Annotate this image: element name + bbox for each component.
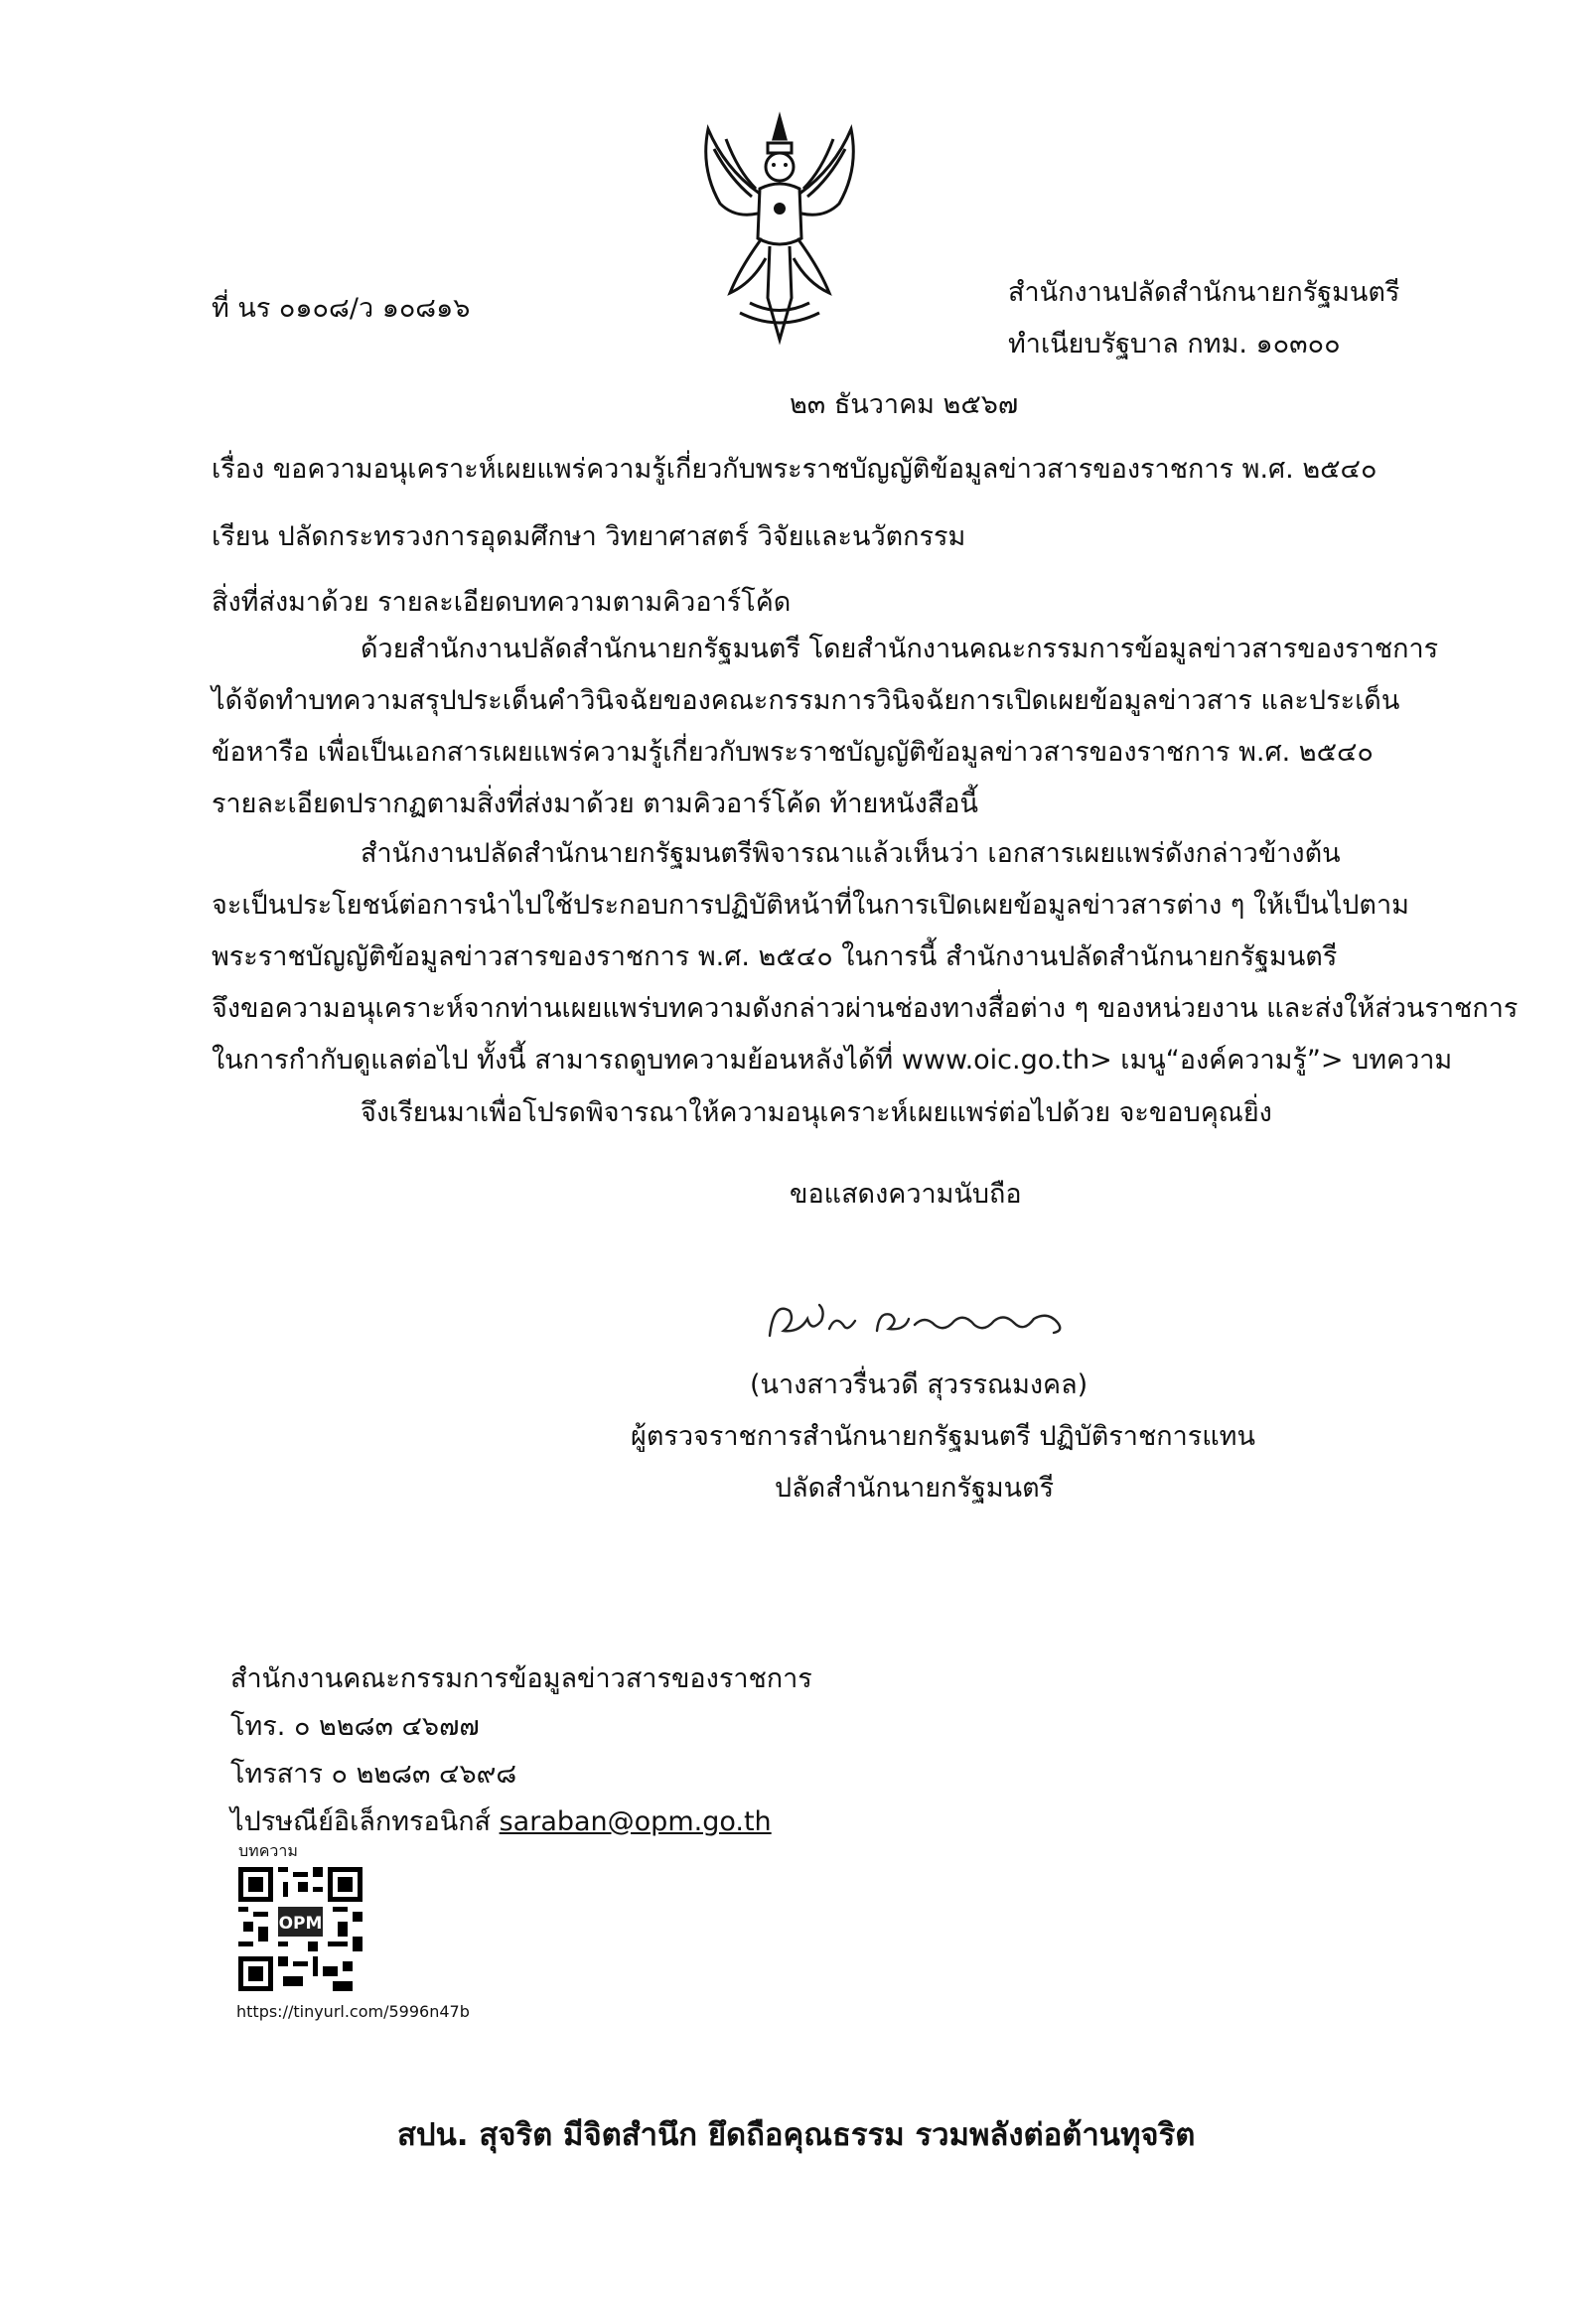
letter-date: ๒๓ ธันวาคม ๒๕๖๗ (790, 389, 1019, 420)
contact-email-link[interactable]: saraban@opm.go.th (499, 1806, 772, 1837)
paragraph-line: ได้จัดทำบทความสรุปประเด็นคำวินิจฉัยของคณะกรรมการวินิจฉัยการเปิดเผยข้อมูลข่าวสาร และประเด็น (212, 685, 1400, 716)
qr-badge: OPM (278, 1914, 323, 1934)
closing-salutation: ขอแสดงความนับถือ (790, 1179, 1022, 1210)
letter-enclosure: สิ่งที่ส่งมาด้วย รายละเอียดบทความตามคิวอาร์โค้ด (212, 587, 792, 618)
signatory-title: ผู้ตรวจราชการสำนักนายกรัฐมนตรี ปฏิบัติราชการแทน (631, 1421, 1255, 1452)
paragraph-line: ข้อหารือ เพื่อเป็นเอกสารเผยแพร่ความรู้เกี่ยวกับพระราชบัญญัติข้อมูลข่าวสารของราชการ พ.ศ. ๒๕๔๐ (212, 737, 1374, 768)
paragraph-line: ในการกำกับดูแลต่อไป ทั้งนี้ สามารถดูบทความย้อนหลังได้ที่ www.oic.go.th> เมนู“องค์ความรู้”> บทความ (212, 1045, 1453, 1076)
issuing-office: สำนักงานปลัดสำนักนายกรัฐมนตรี (1008, 277, 1400, 308)
paragraph-line: จะเป็นประโยชน์ต่อการนำไปใช้ประกอบการปฏิบัติหน้าที่ในการเปิดเผยข้อมูลข่าวสารต่าง ๆ ให้เป็นไปตาม (212, 890, 1409, 921)
body-paragraph-1 (212, 624, 1439, 830)
office-motto: สปน. สุจริต มีจิตสำนึก ยึดถือคุณธรรม รวมพลังต่อต้านทุจริต (397, 2117, 1196, 2153)
signatory-name: (นางสาวรื่นวดี สุวรรณมงคล) (750, 1369, 1088, 1400)
body-paragraph-2 (212, 828, 1519, 1086)
paragraph-line: พระราชบัญญัติข้อมูลข่าวสารของราชการ พ.ศ. ๒๕๔๐ ในการนี้ สำนักงานปลัดสำนักนายกรัฐมนตรี (212, 941, 1338, 972)
qr-caption: บทความ (238, 1841, 298, 1860)
qr-code-icon[interactable] (238, 1867, 363, 1991)
paragraph-line: จึงขอความอนุเคราะห์จากท่านเผยแพร่บทความดังกล่าวผ่านช่องทางสื่อต่าง ๆ ของหน่วยงาน และส่งให้ส่วนราชการ (212, 993, 1519, 1024)
contact-email-row (230, 1799, 772, 1842)
paragraph-line: รายละเอียดปรากฏตามสิ่งที่ส่งมาด้วย ตามคิวอาร์โค้ด ท้ายหนังสือนี้ (212, 789, 978, 819)
handwritten-signature (760, 1281, 1088, 1361)
letter-subject: เรื่อง ขอความอนุเคราะห์เผยแพร่ความรู้เกี่ยวกับพระราชบัญญัติข้อมูลข่าวสารของราชการ พ.ศ. ๒๕๔๐ (212, 454, 1378, 485)
qr-url[interactable]: https://tinyurl.com/5996n47b (236, 2002, 470, 2021)
contact-fax: โทรสาร ๐ ๒๒๘๓ ๔๖๙๘ (230, 1759, 517, 1790)
contact-office: สำนักงานคณะกรรมการข้อมูลข่าวสารของราชการ (230, 1663, 812, 1694)
reference-number: ที่ นร ๐๑๐๘/ว ๑๐๘๑๖ (212, 293, 471, 324)
body-paragraph-3: จึงเรียนมาเพื่อโปรดพิจารณาให้ความอนุเคราะห์เผยแพร่ต่อไปด้วย จะขอบคุณยิ่ง (361, 1097, 1272, 1128)
contact-email-label: ไปรษณีย์อิเล็กทรอนิกส์ (230, 1806, 500, 1837)
garuda-emblem-icon (690, 109, 869, 348)
contact-tel: โทร. ๐ ๒๒๘๓ ๔๖๗๗ (230, 1711, 480, 1742)
letter-addressee: เรียน ปลัดกระทรวงการอุดมศึกษา วิทยาศาสตร์ วิจัยและนวัตกรรม (212, 521, 966, 552)
paragraph-line: สำนักงานปลัดสำนักนายกรัฐมนตรีพิจารณาแล้วเห็นว่า เอกสารเผยแพร่ดังกล่าวข้างต้น (361, 838, 1341, 869)
signatory-title-2: ปลัดสำนักนายกรัฐมนตรี (775, 1473, 1055, 1504)
office-address: ทำเนียบรัฐบาล กทม. ๑๐๓๐๐ (1008, 329, 1341, 360)
paragraph-line: ด้วยสำนักงานปลัดสำนักนายกรัฐมนตรี โดยสำนักงานคณะกรรมการข้อมูลข่าวสารของราชการ (361, 634, 1439, 664)
